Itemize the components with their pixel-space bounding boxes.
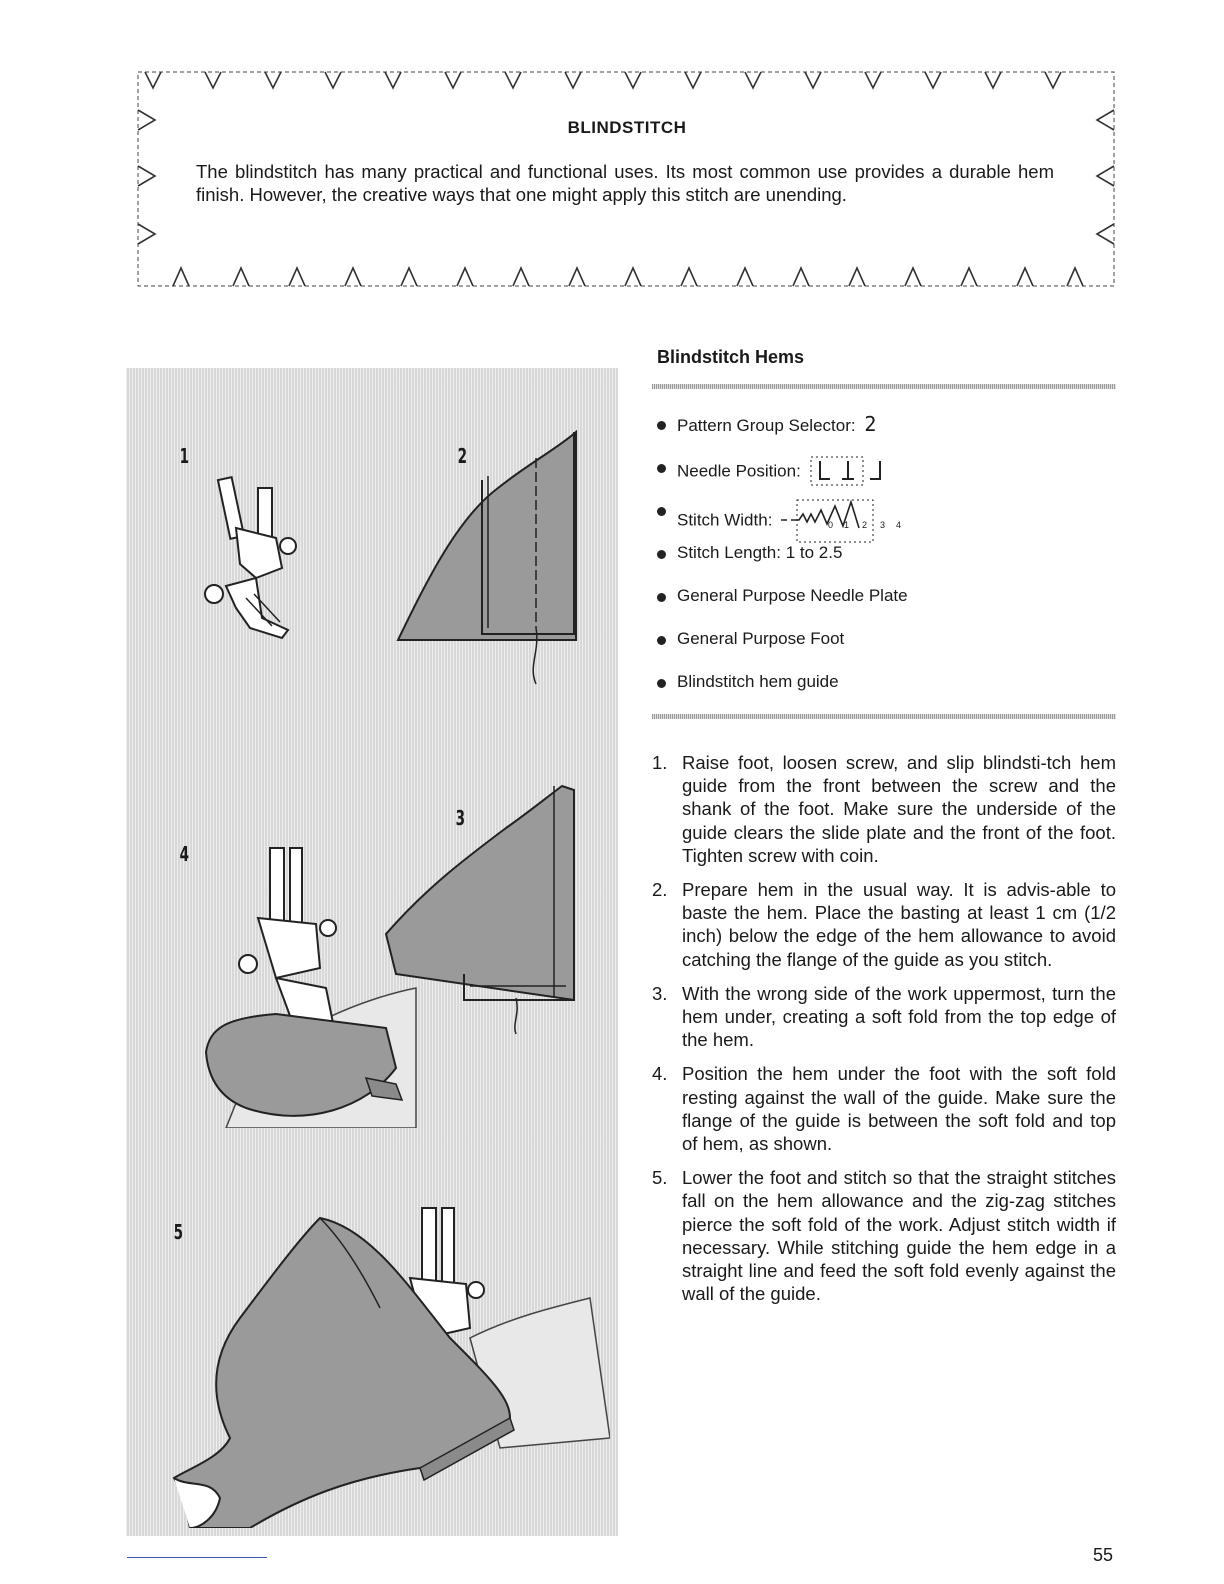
scale-tick: 4 [896,520,902,530]
scale-tick: 0 [828,520,834,530]
step-text: Raise foot, loosen screw, and slip blindsti-tch hem guide from the front between the screw and the shank of the foot. Make sure the underside of the guide clears the slide plate and the front of the foot. Tighten screw with coin. [682,752,1116,866]
figure-label-1: 1 [179,444,189,468]
figure-4-hem-under-foot [166,828,426,1128]
bullet-icon [657,464,666,473]
step-text: Prepare hem in the usual way. It is advis-able to baste the hem. Place the basting at least 1 cm (1/2 inch) below the edge of the hem allowance to avoid catching the flange of the guide as you stitch. [682,879,1116,970]
footer-line [127,1557,267,1558]
step-number: 2. [652,879,668,901]
step-item [652,751,1116,867]
figure-label-5: 5 [173,1220,183,1244]
setting-foot [657,627,908,670]
setting-label: General Purpose Foot [677,629,845,648]
scale-tick: 1 [844,520,850,530]
step-item [652,1062,1116,1155]
setting-stitch-length [657,541,908,584]
step-number: 5. [652,1167,668,1189]
step-number: 4. [652,1063,668,1085]
figure-label-2: 2 [457,444,467,468]
section-heading: Blindstitch Hems [657,347,805,367]
bullet-icon [657,636,666,645]
step-item [652,982,1116,1052]
bullet-icon [657,421,666,430]
figure-label-4: 4 [179,842,189,866]
settings-list [657,412,908,713]
step-number: 3. [652,982,668,1004]
step-number: 1. [652,752,668,773]
intro-box-text: The blindstitch has many practical and functional uses. Its most common use provides a durable hem finish. However, the creative ways that one might apply this stitch are unending. [196,161,1054,205]
intro-box-title: BLINDSTITCH [567,118,687,137]
bullet-icon [657,679,666,688]
setting-needle-position [657,455,908,498]
step-text: With the wrong side of the work uppermost, turn the hem under, creating a soft fold from the top edge of the hem. [682,982,1116,1051]
setting-needle-plate [657,584,908,627]
figure-1-presser-foot [196,468,336,668]
setting-label: Stitch Width: [677,510,773,530]
stitch-length-value: 1 to 2.5 [785,543,843,562]
setting-label: General Purpose Needle Plate [677,586,908,605]
pattern-group-value: 2 [864,412,877,436]
bullet-icon [657,593,666,602]
figure-5-stitching-hem [170,1198,610,1528]
setting-stitch-width [657,498,908,541]
needle-position-symbol-icon [808,455,894,489]
setting-label: Stitch Length: [677,543,781,562]
bullet-icon [657,507,666,516]
step-item [652,1166,1116,1305]
setting-pattern-group [657,412,908,455]
bullet-icon [657,550,666,559]
scale-tick: 2 [862,520,868,530]
setting-label: Pattern Group Selector: [677,416,856,435]
instruction-steps [652,751,1116,1316]
figure-label-3: 3 [455,806,465,830]
setting-label: Blindstitch hem guide [677,672,839,691]
divider-bottom [652,714,1116,719]
setting-hem-guide [657,670,908,713]
scale-tick: 3 [880,520,886,530]
setting-label: Needle Position: [677,461,801,481]
page-number: 55 [1093,1545,1114,1565]
step-item [652,878,1116,971]
step-text: Lower the foot and stitch so that the straight stitches fall on the hem allowance and the zig-zag stitches pierce the soft fold of the work. Adjust stitch width if necessary. While stitching guide the hem edge in a straight line and feed the soft fold evenly against the wall of the guide. [682,1167,1116,1305]
figure-2-folded-hem [388,428,588,688]
step-text: Position the hem under the foot with the soft fold resting against the wall of the guide. Make sure the flange of the guide is between the soft fold and top of hem, as shown. [682,1063,1116,1155]
illustration-panel [126,368,618,1536]
divider-top [652,384,1116,389]
